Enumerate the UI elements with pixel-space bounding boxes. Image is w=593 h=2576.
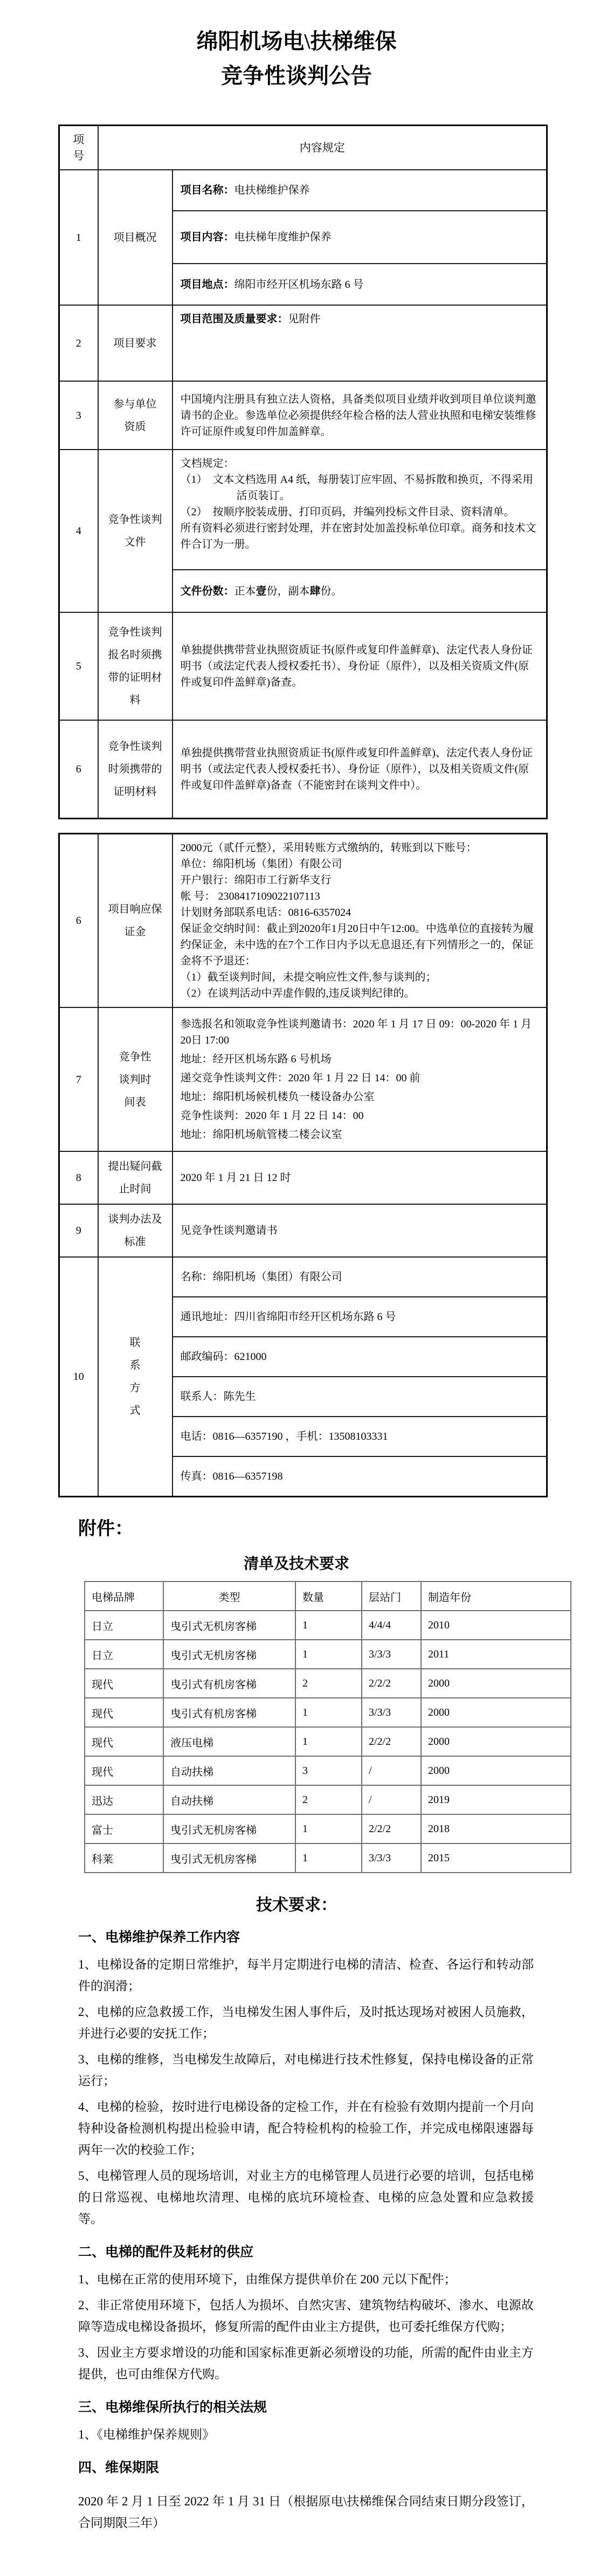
tech-item: 3、因业主方要求增设的功能和国家标准更新必须增设的功能，所需的配件由业主方提供，也可由维保方代购。 xyxy=(78,2346,534,2381)
attachment-table-title: 清单及技术要求 xyxy=(243,1556,349,1572)
elevator-cell: 3/3/3 xyxy=(362,1698,421,1727)
elevator-row xyxy=(85,1756,571,1785)
tech-section-heading: 一、电梯维护保养工作内容 xyxy=(78,1930,240,1945)
elevator-row xyxy=(85,1843,571,1873)
elevator-cell: 自动扶梯 xyxy=(163,1756,295,1785)
elevator-cell: 曳引式无机房客梯 xyxy=(163,1611,295,1640)
row-number-cell: 7 xyxy=(59,1007,98,1151)
elevator-cell: 2019 xyxy=(421,1785,571,1814)
content-paragraph: （2） 按顺序胶装成册、打印页码，并编列投标文件目录、资料清单。 xyxy=(180,506,515,518)
content-paragraph: 保证金交纳时间：截止到2020年1月20日中午12:00。中选单位的直接转为履约保证金，未中选的在7个工作日内予以无息退还,有下列情形之一的，保证金将不予退还： xyxy=(180,923,534,967)
elevator-table xyxy=(84,1581,571,1873)
table-row xyxy=(59,1204,547,1257)
elevator-header-cell: 制造年份 xyxy=(421,1581,571,1611)
content-paragraph: 文档规定： xyxy=(180,458,235,469)
content-paragraph: 递交竞争性谈判文件：2020 年 1 月 22 日 14：00 前 xyxy=(180,1072,420,1084)
tech-requirements-title: 技术要求： xyxy=(256,1896,337,1914)
tech-item: 4、电梯的检验，按时进行电梯设备的定检工作，并在有检验有效期内提前一个月向特种设备检测机构提出检验申请，配合特检机构的检验工作，并完成电梯限速器每两年一次的校验工作； xyxy=(78,2100,534,2157)
table-row xyxy=(59,305,547,381)
table-row xyxy=(59,834,547,1008)
elevator-cell: 富士 xyxy=(85,1814,163,1843)
elevator-cell: 2011 xyxy=(421,1640,571,1669)
table-row xyxy=(59,1257,547,1297)
elevator-cell: 3/3/3 xyxy=(362,1640,421,1669)
table-row xyxy=(59,1007,547,1151)
content-paragraph: （1） 文本文档选用 A4 纸，每册装订应牢固、不易拆散和换页，不得采用活页装订。 xyxy=(180,474,533,502)
row-label-cell: 提出疑问截 止时间 xyxy=(98,1151,173,1204)
elevator-header-cell: 电梯品牌 xyxy=(85,1581,163,1611)
header-item-no: 项号 xyxy=(59,126,98,170)
tech-section-heading: 三、电梯维保所执行的相关法规 xyxy=(78,2400,267,2415)
tech-item: 1、电梯设备的定期日常维护，每半月定期进行电梯的清洁、检查、各运行和转动部件的润滑； xyxy=(78,1958,534,1993)
row-number-cell: 6 xyxy=(59,720,98,819)
elevator-cell: 1 xyxy=(295,1727,362,1756)
elevator-cell: 现代 xyxy=(85,1698,163,1727)
content-paragraph: 计划财务部联系电话：0816-6357024 xyxy=(180,907,351,918)
content-paragraph: 地址：绵阳机场候机楼负一楼设备办公室 xyxy=(180,1091,375,1103)
row-content-cell: 电话：0816—6357190 ，手机：13508103331 xyxy=(173,1417,547,1456)
elevator-cell: 2 xyxy=(295,1669,362,1698)
elevator-cell: 2/2/2 xyxy=(362,1727,421,1756)
tech-item: 3、电梯的维修，当电梯发生故障后，对电梯进行技术性修复，保持电梯设备的正常运行； xyxy=(78,2053,534,2088)
row-content-cell: 项目名称：电扶梯维护保养 xyxy=(173,170,547,211)
elevator-cell: 科莱 xyxy=(85,1843,163,1873)
tech-item: 1、《电梯维护保养规则》 xyxy=(78,2428,215,2441)
elevator-cell: 现代 xyxy=(85,1727,163,1756)
elevator-cell: 曳引式无机房客梯 xyxy=(163,1814,295,1843)
table-header-row xyxy=(59,126,547,170)
elevator-cell: 曳引式有机房客梯 xyxy=(163,1669,295,1698)
elevator-row xyxy=(85,1814,571,1843)
elevator-row xyxy=(85,1698,571,1727)
row-content-cell: 通讯地址：四川省绵阳市经开区机场东路 6 号 xyxy=(173,1297,547,1337)
elevator-cell: 现代 xyxy=(85,1756,163,1785)
bold-label: 项目名称： xyxy=(180,184,235,196)
elevator-header-row xyxy=(85,1581,571,1611)
row-content-cell: 传真：0816—6357198 xyxy=(173,1456,547,1497)
announcement-table-part2 xyxy=(58,833,548,1497)
header-content-rule: 内容规定 xyxy=(98,126,547,170)
row-label-cell: 竞争性 谈判时 间表 xyxy=(98,1007,173,1151)
elevator-cell: 2018 xyxy=(421,1814,571,1843)
content-paragraph: 参选报名和领取竞争性谈判邀请书：2020 年 1 月 17 日 09：00-2020 年 1 月 20日 17:00 xyxy=(180,1018,532,1046)
bold-label: 文件份数： xyxy=(180,585,235,597)
row-number-cell: 9 xyxy=(59,1204,98,1257)
elevator-cell: 曳引式无机房客梯 xyxy=(163,1843,295,1873)
elevator-cell: 4/4/4 xyxy=(362,1611,421,1640)
elevator-row xyxy=(85,1669,571,1698)
row-label-cell: 项目概况 xyxy=(98,170,173,305)
bold-label: 肆 xyxy=(309,585,321,597)
elevator-row xyxy=(85,1727,571,1756)
elevator-cell: 日立 xyxy=(85,1611,163,1640)
table-row xyxy=(59,612,547,720)
tech-item: 5、电梯管理人员的现场培训，对业主方的电梯管理人员进行必要的培训，包括电梯的日常巡视、电梯地坎清理、电梯的底坑环境检查、电梯的应急处置和应急救援等。 xyxy=(78,2169,534,2226)
row-number-cell: 3 xyxy=(59,381,98,450)
row-label-cell: 项目要求 xyxy=(98,305,173,381)
content-paragraph: 地址：绵阳机场航管楼二楼会议室 xyxy=(180,1129,342,1141)
elevator-cell: 1 xyxy=(295,1843,362,1873)
content-paragraph: 地址：经开区机场东路 6 号机场 xyxy=(180,1053,332,1065)
row-content-cell: 项目内容：电扶梯年度维护保养 xyxy=(173,211,547,264)
row-content-cell: 中国境内注册具有独立法人资格，具备类似项目业绩并收到项目单位谈判邀请书的企业。参选单位必须提供经年检合格的法人营业执照和电梯安装维修许可证原件或复印件加盖鲜章。 xyxy=(173,381,547,450)
row-label-cell: 竞争性谈判 文件 xyxy=(98,450,173,612)
row-content-cell: 联系人：陈先生 xyxy=(173,1377,547,1417)
row-number-cell: 4 xyxy=(59,450,98,612)
elevator-cell: 2/2/2 xyxy=(362,1669,421,1698)
row-content-cell: 文件份数：正本壹份，副本肆份。 xyxy=(173,570,547,612)
elevator-header-cell: 数量 xyxy=(295,1581,362,1611)
elevator-cell: 迅达 xyxy=(85,1785,163,1814)
elevator-cell: 现代 xyxy=(85,1669,163,1698)
elevator-cell: 液压电梯 xyxy=(163,1727,295,1756)
elevator-cell: / xyxy=(362,1756,421,1785)
elevator-header-cell: 类型 xyxy=(163,1581,295,1611)
elevator-cell: 1 xyxy=(295,1611,362,1640)
row-number-cell: 5 xyxy=(59,612,98,720)
announcement-table-part1 xyxy=(58,125,548,819)
elevator-header-cell: 层站门 xyxy=(362,1581,421,1611)
document-title xyxy=(0,24,593,93)
tech-requirements-body xyxy=(78,1927,534,2534)
tech-item: 2020 年 2 月 1 日至 2022 年 1 月 31 日（根据原电\扶梯维保合同结束日期分段签订，合同期限三年） xyxy=(78,2495,534,2530)
elevator-cell: 2 xyxy=(295,1785,362,1814)
document-title-line1: 绵阳机场电\扶梯维保 xyxy=(196,29,397,53)
elevator-cell: 日立 xyxy=(85,1640,163,1669)
elevator-row xyxy=(85,1785,571,1814)
content-paragraph: 竞争性谈判：2020 年 1 月 22 日 14：00 xyxy=(180,1110,364,1122)
content-paragraph: 单位：绵阳机场（集团）有限公司 xyxy=(180,858,342,870)
bold-label: 项目地点： xyxy=(180,278,235,291)
row-content-cell xyxy=(173,834,547,1008)
row-content-cell: 名称：绵阳机场（集团）有限公司 xyxy=(173,1257,547,1297)
content-paragraph: （1）截至谈判时间，未提交响应性文件,参与谈判的； xyxy=(180,971,437,983)
row-label-cell: 竞争性谈判 报名时须携 带的证明材 料 xyxy=(98,612,173,720)
content-paragraph: （2）在谈判活动中弄虚作假的,违反谈判纪律的。 xyxy=(180,987,415,999)
content-paragraph: 帐 号： 2308417109022107113 xyxy=(180,890,320,902)
content-paragraph: 开户银行：绵阳市工行新华支行 xyxy=(180,874,332,886)
row-content-cell: 邮政编码：621000 xyxy=(173,1337,547,1377)
attachment-label: 附件： xyxy=(78,1519,133,1539)
tech-section-heading: 四、维保期限 xyxy=(78,2461,160,2475)
row-content-cell: 项目范围及质量要求：见附件 xyxy=(173,305,547,381)
elevator-cell: 2015 xyxy=(421,1843,571,1873)
elevator-cell: 1 xyxy=(295,1698,362,1727)
content-paragraph: 2000元（贰仟元整），采用转账方式缴纳的，转账到以下账号： xyxy=(180,842,477,854)
tech-item: 2、非正常使用环境下，包括人为损坏、自然灾害、建筑物结构破坏、渗水、电源故障等造成电梯设备损坏，修复所需的配件由业主方提供，也可委托维保方代购； xyxy=(78,2298,534,2333)
row-content-cell: 见竞争性谈判邀请书 xyxy=(173,1204,547,1257)
table-row xyxy=(59,381,547,450)
elevator-cell: / xyxy=(362,1785,421,1814)
elevator-cell: 1 xyxy=(295,1640,362,1669)
tech-item: 2、电梯的应急救援工作，当电梯发生困人事件后，及时抵达现场对被困人员施救，并进行必要的安抚工作； xyxy=(78,2005,534,2040)
row-content-cell: 单独提供携带营业执照资质证书(原件或复印件盖鲜章)、法定代表人身份证明书（或法定代表人授权委托书）、身份证（原件），以及相关资质文件(原件或复印件盖鲜章)备查。 xyxy=(173,612,547,720)
elevator-cell: 2/2/2 xyxy=(362,1814,421,1843)
row-number-cell: 10 xyxy=(59,1257,98,1497)
elevator-row xyxy=(85,1640,571,1669)
row-number-cell: 8 xyxy=(59,1151,98,1204)
row-label-cell: 竞争性谈判 时须携带的 证明材料 xyxy=(98,720,173,819)
elevator-cell: 2000 xyxy=(421,1698,571,1727)
document-title-line2: 竞争性谈判公告 xyxy=(221,64,372,88)
elevator-cell: 2000 xyxy=(421,1756,571,1785)
tech-item: 1、电梯在正常的使用环境下，由维保方提供单价在 200 元以下配件； xyxy=(78,2273,457,2286)
row-content-cell xyxy=(173,1007,547,1151)
table-row xyxy=(59,720,547,819)
row-number-cell: 2 xyxy=(59,305,98,381)
elevator-cell: 曳引式无机房客梯 xyxy=(163,1640,295,1669)
row-label-cell: 联 系 方 式 xyxy=(98,1257,173,1497)
row-content-cell: 2020 年 1 月 21 日 12 时 xyxy=(173,1151,547,1204)
elevator-cell: 自动扶梯 xyxy=(163,1785,295,1814)
elevator-cell: 3/3/3 xyxy=(362,1843,421,1873)
elevator-cell: 2000 xyxy=(421,1669,571,1698)
row-content-cell: 项目地点：绵阳市经开区机场东路 6 号 xyxy=(173,264,547,305)
table-row xyxy=(59,170,547,211)
elevator-cell: 2000 xyxy=(421,1727,571,1756)
elevator-row xyxy=(85,1611,571,1640)
bold-label: 项目范围及质量要求： xyxy=(180,313,288,325)
row-content-cell xyxy=(173,450,547,570)
row-number-cell: 1 xyxy=(59,170,98,305)
row-label-cell: 谈判办法及 标准 xyxy=(98,1204,173,1257)
row-label-cell: 参与单位 资质 xyxy=(98,381,173,450)
elevator-cell: 曳引式有机房客梯 xyxy=(163,1698,295,1727)
row-label-cell: 项目响应保 证金 xyxy=(98,834,173,1008)
elevator-cell: 3 xyxy=(295,1756,362,1785)
tech-section-heading: 二、电梯的配件及耗材的供应 xyxy=(78,2245,254,2260)
bold-label: 项目内容： xyxy=(180,231,235,243)
content-paragraph: 所有资料必须进行密封处理，并在密封处加盖投标单位印章。商务和技术文件合订为一册。 xyxy=(180,522,536,550)
table-row xyxy=(59,1151,547,1204)
bold-label: 壹 xyxy=(256,585,267,597)
elevator-cell: 2010 xyxy=(421,1611,571,1640)
row-number-cell: 6 xyxy=(59,834,98,1008)
table-row xyxy=(59,450,547,570)
row-content-cell: 单独提供携带营业执照资质证书(原件或复印件盖鲜章)、法定代表人身份证明书（或法定代表人授权委托书）、身份证（原件），以及相关资质文件(原件或复印件盖鲜章)备查（不能密封在谈判文件中）。 xyxy=(173,720,547,819)
elevator-cell: 1 xyxy=(295,1814,362,1843)
